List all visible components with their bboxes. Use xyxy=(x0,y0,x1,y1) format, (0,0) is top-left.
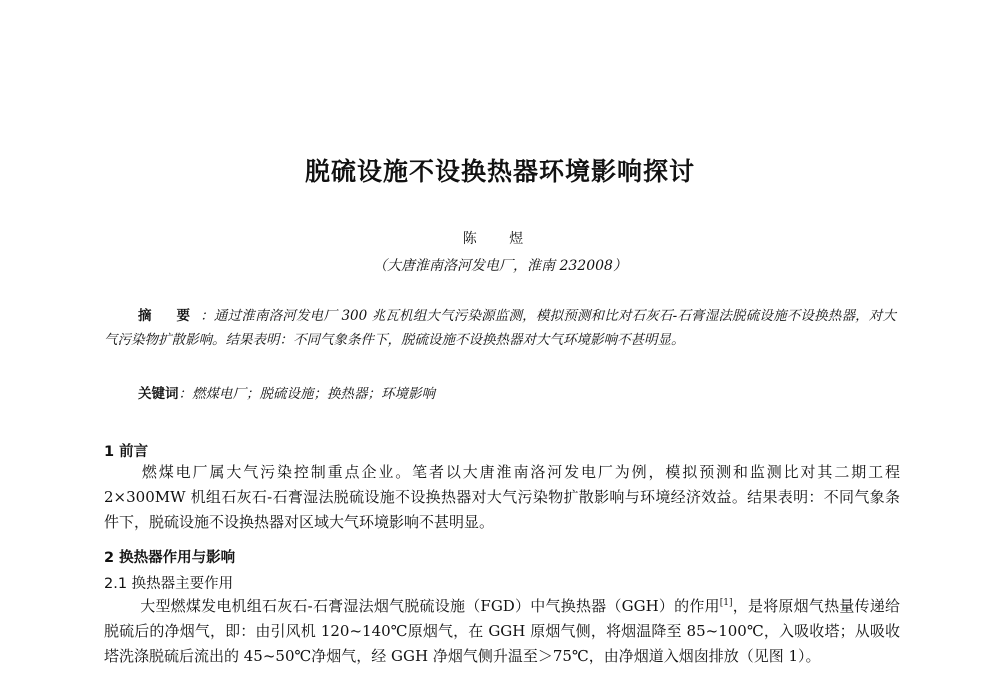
section-2-heading: 2 换热器作用与影响 xyxy=(104,550,236,566)
citation-ref: [1] xyxy=(719,598,733,608)
abstract-text: ：通过淮南洛河发电厂 300 兆瓦机组大气污染源监测，模拟预测和比对石灰石-石膏湿法脱硫设施不设换热器，对大气污染物扩散影响。结果表明：不同气象条件下，脱硫设施不设换热器对大气环境影响不甚明显。 xyxy=(104,308,896,348)
section-1-text: 燃煤电厂属大气污染控制重点企业。笔者以大唐淮南洛河发电厂为例，模拟预测和监测比对其二期工程 2×300MW 机组石灰石-石膏湿法脱硫设施不设换热器对大气污染物扩散影响与环境经济效益。结果表明：不同气象条件下，脱硫设施不设换热器对区域大气环境影响不甚明显。 xyxy=(104,463,900,531)
section-2-1-text-a: 大型燃煤发电机组石灰石-石膏湿法烟气脱硫设施（FGD）中气换热器（GGH）的作用 xyxy=(140,597,720,615)
keywords-label: 关键词 xyxy=(138,386,179,402)
section-2-1-paragraph xyxy=(104,591,900,669)
abstract-label: 摘 要 xyxy=(138,308,201,324)
keywords-text: ：燃煤电厂；脱硫设施；换热器；环境影响 xyxy=(178,386,435,402)
author-affiliation: （大唐淮南洛河发电厂，淮南 232008） xyxy=(373,258,627,274)
paper-title: 脱硫设施不设换热器环境影响探讨 xyxy=(304,157,695,186)
section-2-1-heading: 2.1 换热器主要作用 xyxy=(104,576,234,592)
keywords-block xyxy=(138,382,435,402)
section-1-paragraph xyxy=(104,460,900,535)
abstract-block xyxy=(104,304,896,352)
section-2-1-text-b: ，是将原烟气热量传递给脱硫后的净烟气，即：由引风机 120~140℃原烟气，在 GGH 原烟气侧，将烟温降至 85~100℃，入吸收塔；从吸收塔洗涤脱硫后流出的 45~50℃净烟气，经 GGH 净烟气侧升温至＞75℃，由净烟道入烟囱排放（见图 1）。 xyxy=(104,597,900,665)
section-1-heading: 1 前言 xyxy=(104,444,149,460)
author-name: 陈 煜 xyxy=(462,231,538,247)
